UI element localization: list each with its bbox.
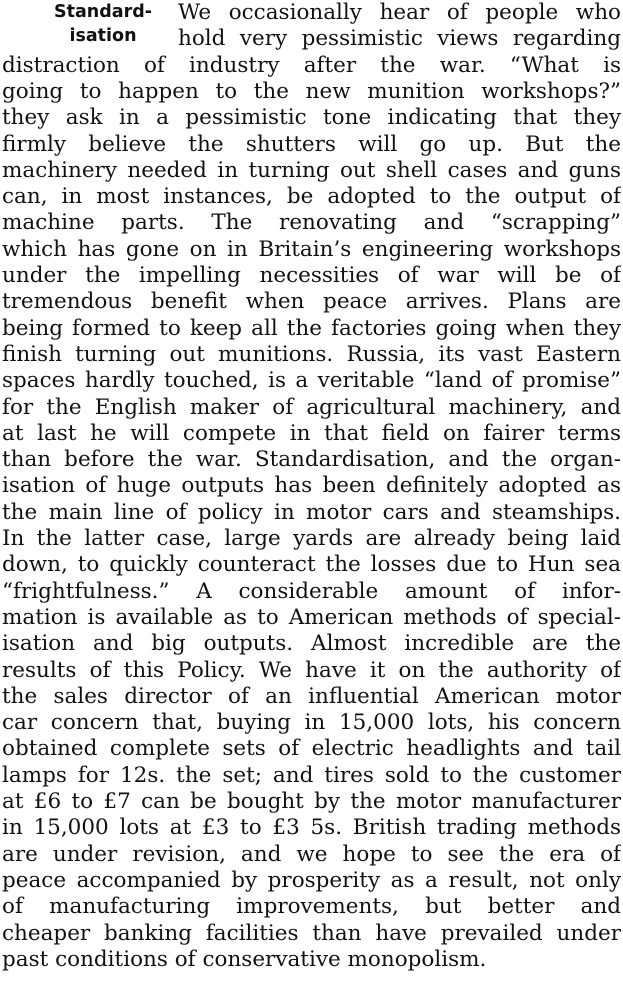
- section-heading: [28, 0, 178, 48]
- text-line: at last he will compete in that field on fairer terms: [2, 420, 621, 446]
- text-line: cheaper banking facilities than have prevailed under: [2, 920, 621, 946]
- text-line: In the latter case, large yards are already being laid: [2, 526, 621, 551]
- text-line: down, to quickly counteract the losses due to Hun sea: [2, 552, 621, 578]
- text-line: obtained complete sets of electric headlights and tail: [2, 736, 621, 762]
- text-line: than before the war. Standardisation, and the organ-: [2, 447, 621, 473]
- text-line: isation of huge outputs has been definitely adopted as: [2, 473, 621, 499]
- text-line: lamps for 12s. the set; and tires sold to the customer: [2, 762, 621, 788]
- text-line: at £6 to £7 can be bought by the motor manufacturer: [2, 789, 621, 814]
- text-line: past conditions of conservative monopolism.: [2, 946, 487, 972]
- text-line: isation and big outputs. Almost incredible are the: [2, 631, 621, 657]
- text-line: being formed to keep all the factories going when they: [2, 315, 621, 341]
- text-line: finish turning out munitions. Russia, its vast Eastern: [2, 341, 621, 367]
- heading-line-1: Standard-: [54, 2, 152, 22]
- text-line: can, in most instances, be adopted to the output of: [2, 184, 621, 210]
- text-line: of manufacturing improvements, but better and: [2, 894, 621, 920]
- text-line: mation is available as to American methods of special-: [2, 604, 621, 630]
- text-line: tremendous benefit when peace arrives. Plans are: [2, 289, 621, 315]
- text-line: hold very pessimistic views regarding: [178, 26, 621, 52]
- text-line: distraction of industry after the war. “What is: [2, 52, 621, 78]
- text-line: going to happen to the new munition workshops?”: [2, 78, 621, 104]
- text-line: results of this Policy. We have it on the authority of: [2, 657, 621, 683]
- text-line: car concern that, buying in 15,000 lots, his concern: [2, 710, 621, 736]
- text-line: machinery needed in turning out shell cases and guns: [2, 157, 621, 183]
- text-line: in 15,000 lots at £3 to £3 5s. British trading methods: [2, 815, 621, 841]
- text-line: firmly believe the shutters will go up. But the: [2, 131, 621, 157]
- text-line: peace accompanied by prosperity as a result, not only: [2, 867, 621, 893]
- text-line: machine parts. The renovating and “scrapping”: [2, 210, 621, 236]
- heading-line-2: isation: [69, 26, 137, 46]
- text-line: the main line of policy in motor cars and steamships.: [2, 499, 621, 525]
- text-line: which has gone on in Britain’s engineering workshops: [2, 236, 621, 262]
- text-line: We occasionally hear of people who: [178, 0, 621, 25]
- text-line: for the English maker of agricultural machinery, and: [2, 394, 621, 420]
- text-line: spaces hardly touched, is a veritable “land of promise”: [2, 368, 621, 394]
- text-line: are under revision, and we hope to see the era of: [2, 841, 621, 867]
- text-line: “frightfulness.” A considerable amount of infor-: [2, 578, 621, 604]
- text-line: they ask in a pessimistic tone indicating that they: [2, 105, 621, 131]
- text-line: the sales director of an influential American motor: [2, 683, 621, 709]
- text-line: under the impelling necessities of war will be of: [2, 263, 621, 288]
- article-page: [2, 0, 621, 992]
